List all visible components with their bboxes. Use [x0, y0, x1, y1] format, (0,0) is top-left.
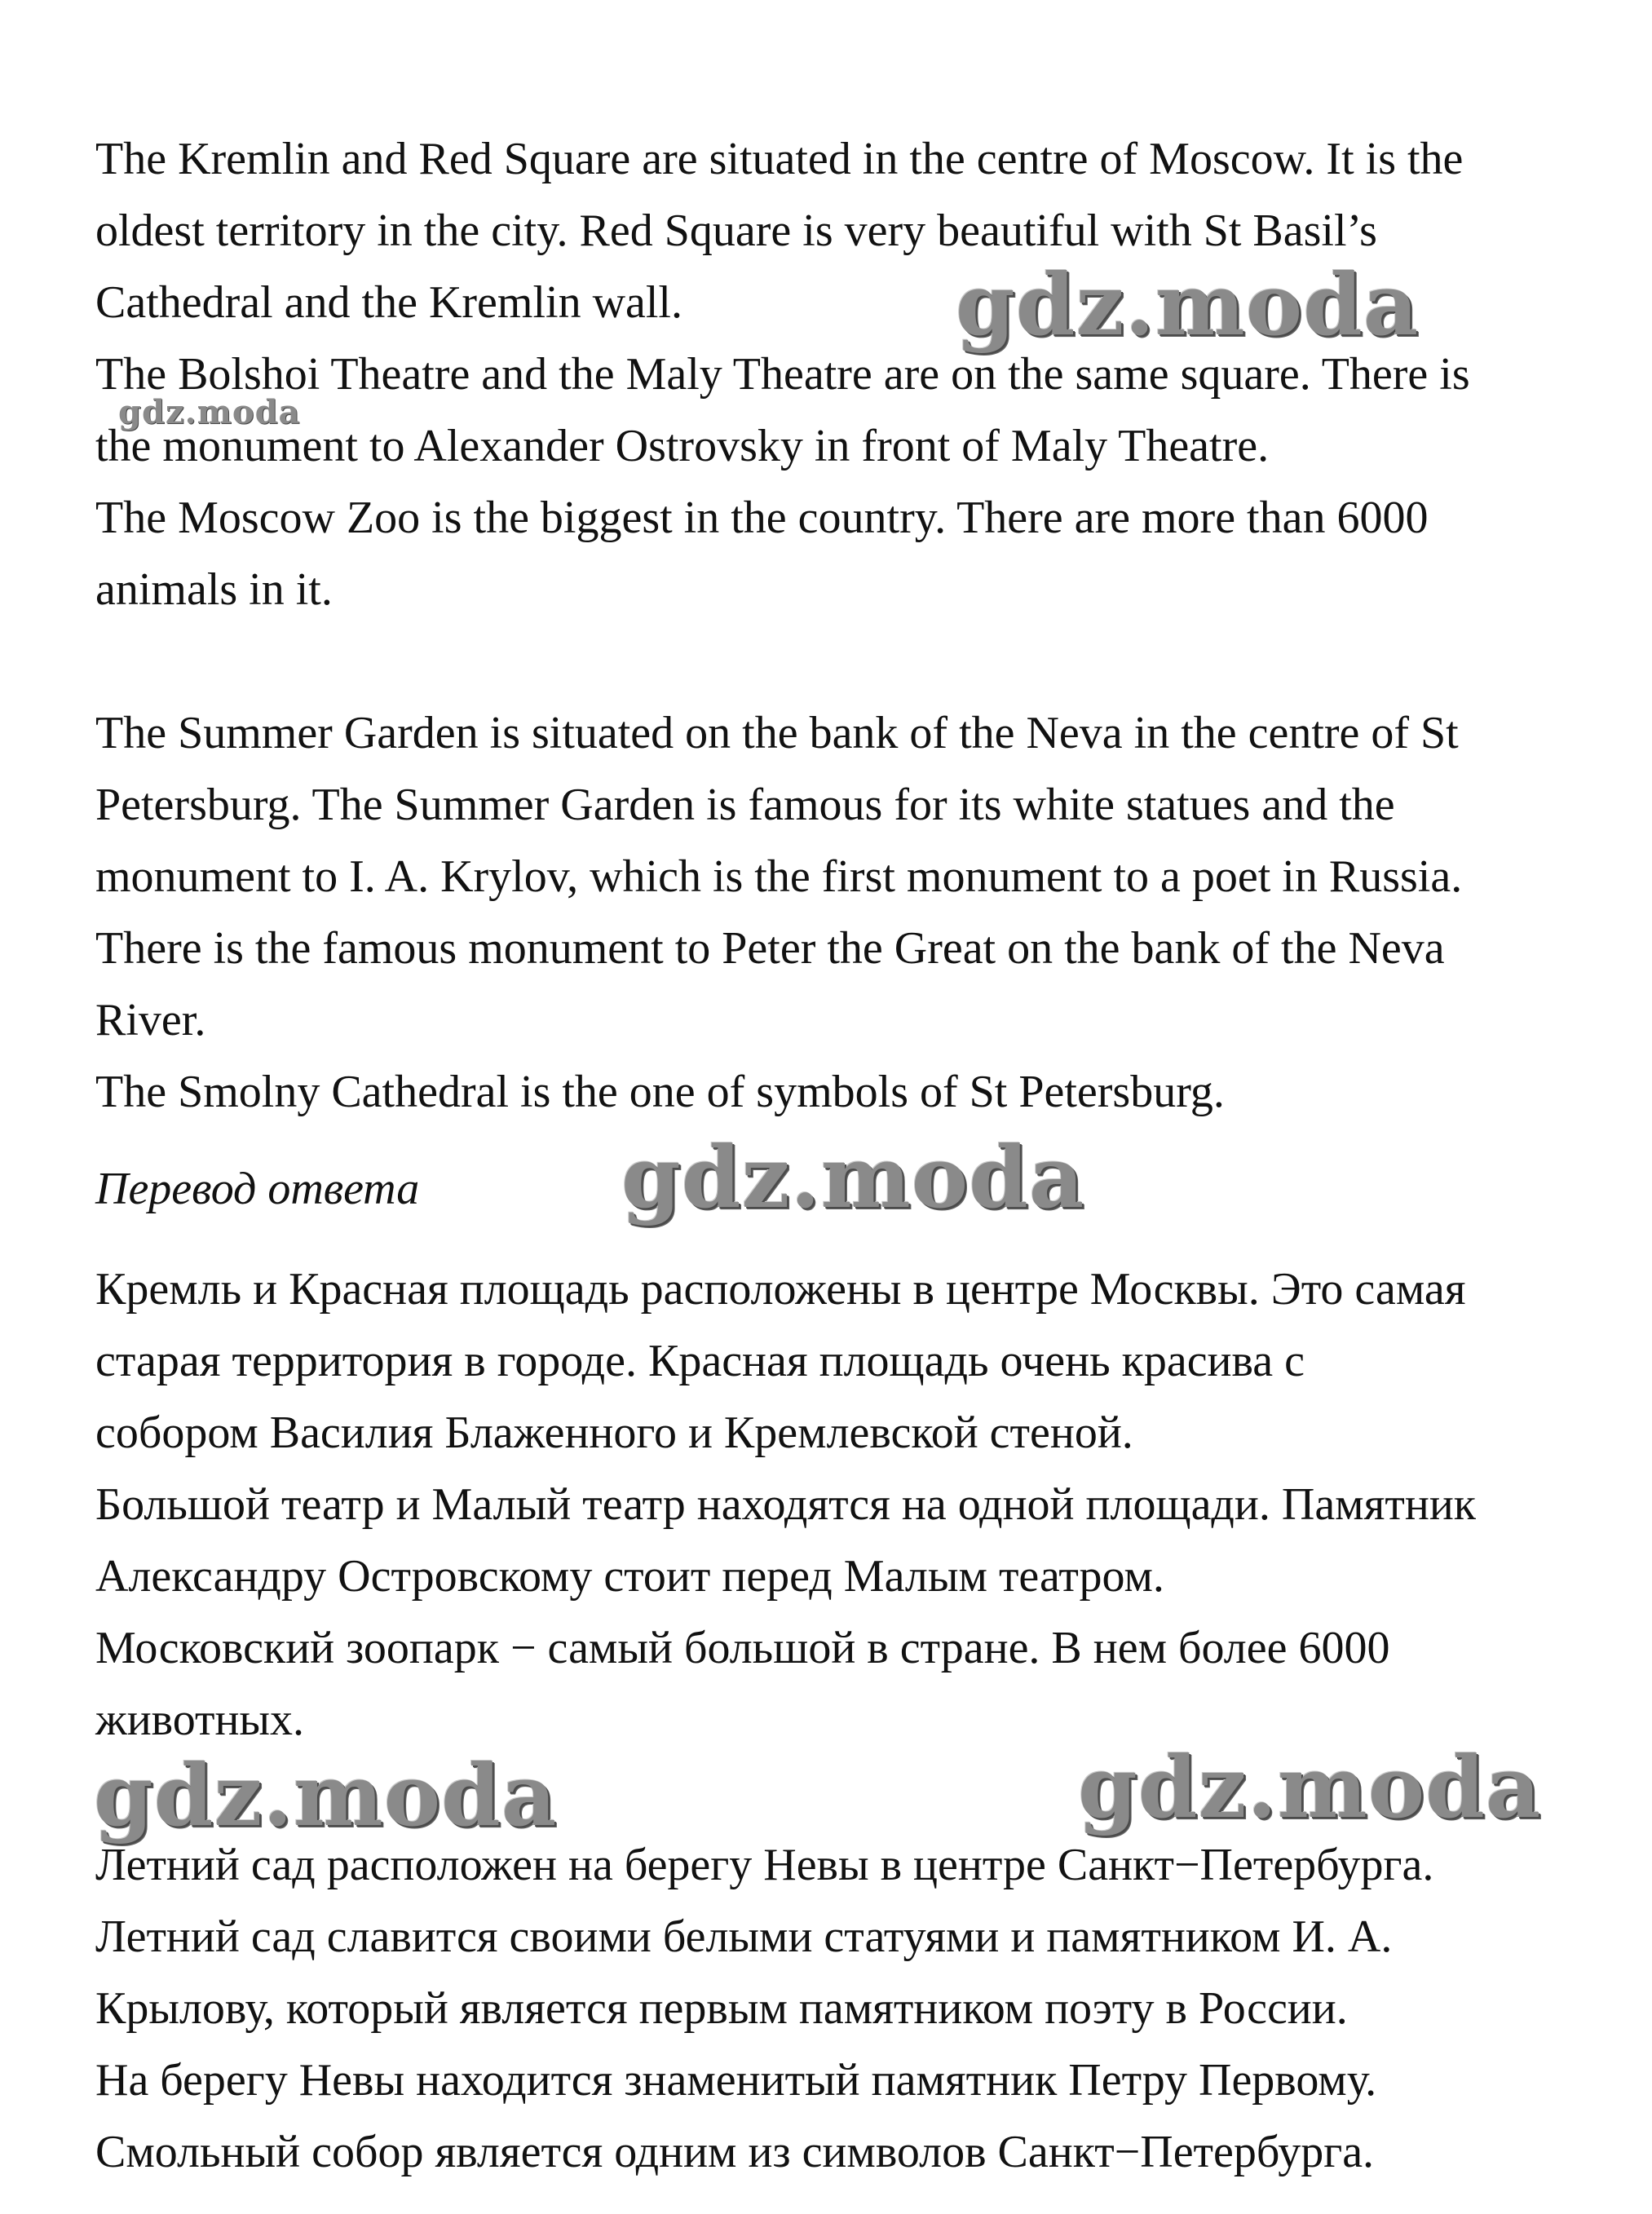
- text-line: На берегу Невы находится знаменитый памятник Петру Первому.: [95, 2055, 1377, 2106]
- text-line: The Summer Garden is situated on the bank of the Neva in the centre of St: [95, 708, 1459, 758]
- text-line: Крылову, который является первым памятником поэту в России.: [95, 1983, 1348, 2034]
- text-line: The Moscow Zoo is the biggest in the country. There are more than 6000: [95, 493, 1429, 543]
- text-line: The Kremlin and Red Square are situated in the centre of Moscow. It is the: [95, 134, 1464, 184]
- watermark: gdz.moda: [94, 1745, 558, 1845]
- text-line: Cathedral and the Kremlin wall.: [95, 277, 682, 328]
- text-line: the monument to Alexander Ostrovsky in front of Maly Theatre.: [95, 421, 1270, 471]
- text-line: Petersburg. The Summer Garden is famous for its white statues and the: [95, 780, 1395, 830]
- text-line: monument to I. A. Krylov, which is the first monument to a poet in Russia.: [95, 851, 1463, 902]
- text-line: River.: [95, 995, 206, 1045]
- text-line: There is the famous monument to Peter the Great on the bank of the Neva: [95, 923, 1445, 974]
- text-line: Летний сад расположен на берегу Невы в центре Санкт−Петербурга.: [95, 1840, 1434, 1890]
- text-line: The Bolshoi Theatre and the Maly Theatre are on the same square. There is: [95, 349, 1470, 400]
- text-line: animals in it.: [95, 564, 333, 615]
- text-line: Московский зоопарк − самый большой в стране. В нем более 6000: [95, 1623, 1390, 1673]
- watermark: gdz.moda: [621, 1127, 1085, 1227]
- watermark-small: gdz.moda: [118, 393, 301, 431]
- watermark: gdz.moda: [1078, 1737, 1542, 1837]
- text-line: собором Василия Блаженного и Кремлевской стеной.: [95, 1408, 1133, 1458]
- text-line: The Smolny Cathedral is the one of symbols of St Petersburg.: [95, 1067, 1225, 1117]
- translation-caption: Перевод ответа: [95, 1164, 420, 1214]
- watermark: gdz.moda: [956, 254, 1420, 355]
- text-line: животных.: [95, 1695, 305, 1745]
- text-line: старая территория в городе. Красная площадь очень красива с: [95, 1336, 1305, 1386]
- text-line: Александру Островскому стоит перед Малым театром.: [95, 1551, 1164, 1602]
- text-line: Летний сад славится своими белыми статуями и памятником И. А.: [95, 1911, 1393, 1962]
- text-line: Кремль и Красная площадь расположены в центре Москвы. Это самая: [95, 1264, 1466, 1315]
- text-line: Большой театр и Малый театр находятся на одной площади. Памятник: [95, 1479, 1476, 1530]
- text-line: oldest territory in the city. Red Square is very beautiful with St Basil’s: [95, 205, 1377, 256]
- text-line: Смольный собор является одним из символов Санкт−Петербурга.: [95, 2127, 1375, 2177]
